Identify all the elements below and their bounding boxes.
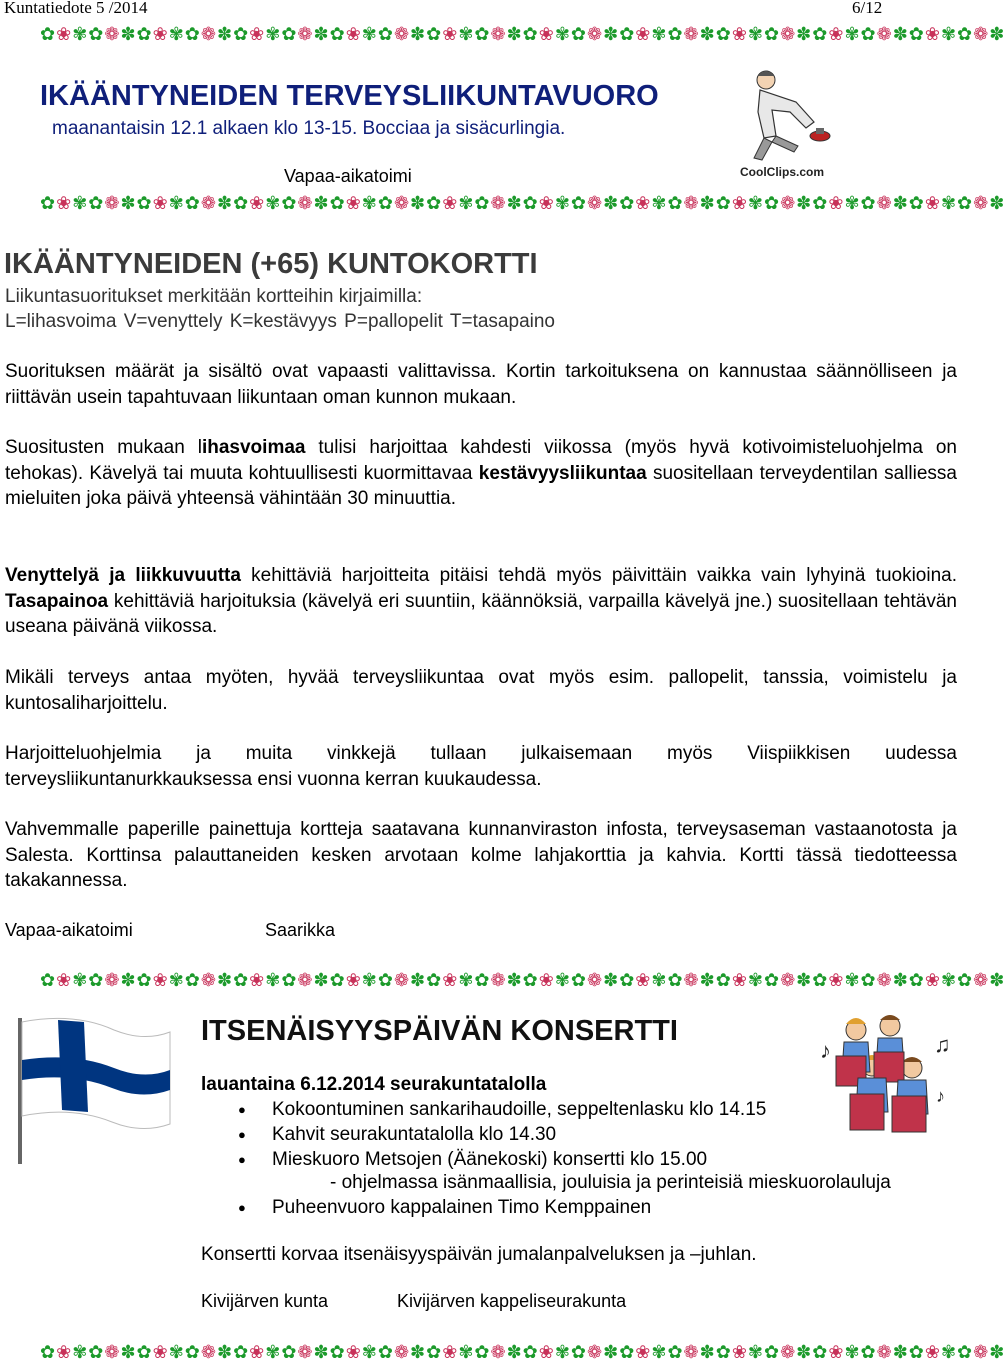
section1-signature: Vapaa-aikatoimi [284, 166, 412, 186]
section3-signature-2: Kivijärven kappeliseurakunta [397, 1291, 627, 1311]
paragraph-strength-endurance: Suositusten mukaan lihasvoimaa tulisi harjoittaa kahdesti viikossa (myös hyvä kotivoimisteluohjelma on tehokas). Kävelyä tai muuta kohtuullisesti kuormittavaa kestävyysliikuntaa suositellaan terveydentilan salliessa mieluiten joka päivä yhteensä vähintään 30 minuuttia. [5, 437, 957, 509]
section2-title: IKÄÄNTYNEIDEN (+65) KUNTOKORTTI [4, 248, 538, 280]
finland-flag [14, 1016, 174, 1166]
concert-program-list-last [238, 1195, 651, 1220]
svg-text:♪: ♪ [936, 1086, 945, 1106]
svg-text:♫: ♫ [934, 1032, 951, 1057]
paragraph-other-activities: Mikäli terveys antaa myöten, hyvää terveysliikuntaa ovat myös esim. pallopelit, tanssia, voimistelu ja kuntosaliharjoittelu. [5, 667, 957, 714]
clipart-caption: CoolClips.com [740, 165, 825, 179]
section2-signature-2: Saarikka [265, 920, 336, 940]
curling-clipart [736, 66, 836, 184]
section1-title: IKÄÄNTYNEIDEN TERVEYSLIIKUNTAVUORO [40, 80, 659, 112]
concert-program-list [238, 1097, 766, 1172]
section2-line2: L=lihasvoima V=venyttely K=kestävyys P=pallopelit T=tasapaino [5, 311, 555, 332]
list-item: ● Kahvit seurakuntatalolla klo 14.30 [238, 1122, 766, 1147]
section2-signature-1: Vapaa-aikatoimi [5, 920, 133, 940]
list-item: ● Kokoontuminen sankarihaudoille, seppeltenlasku klo 14.15 [238, 1097, 766, 1122]
section3-title: ITSENÄISYYSPÄIVÄN KONSERTTI [201, 1015, 678, 1047]
header-left: Kuntatiedote 5 /2014 [4, 0, 148, 17]
paragraph-stretching-balance: Venyttelyä ja liikkuvuutta kehittäviä harjoitteita pitäisi tehdä myös päivittäin vaikka vain lyhyinä tuokioina. Tasapainoa kehittäviä harjoituksia (kävelyä eri suuntiin, käännöksiä, varpailla kävelyä jne.) suositellaan tehtävän useana päivänä viikossa. [5, 565, 957, 637]
concert-date-line: lauantaina 6.12.2014 seurakuntatalolla [201, 1074, 547, 1095]
concert-note: Konsertti korvaa itsenäisyyspäivän jumalanpalveluksen ja –juhlan. [201, 1244, 757, 1265]
list-item: ● Mieskuoro Metsojen (Äänekoski) konsertti klo 15.00 [238, 1147, 766, 1172]
svg-text:♪: ♪ [820, 1038, 831, 1063]
floral-divider: ✿❀✾✿❁✽✿❀✾✿❁✽✿❀✾✿❁✽✿❀✾✿❁✽✿❀✾✿❁✽✿❀✾✿❁✽✿❀✾✿❁✽✿❀✾✿❁✽✿❀✾✿❁✽✿❀✾✿❁✽ [40, 1342, 1005, 1362]
paragraph-card-availability: Vahvemmalle paperille painettuja kortteja saatavana kunnanviraston infosta, terveysaseman vastaanotosta ja Salesta. Korttinsa palauttaneiden kesken arvotaan kolme lahjakorttia ja kahvia. Kortti tässä tiedotteessa takakannessa. [5, 819, 957, 891]
choir-clipart [816, 1012, 956, 1152]
paragraph-card-purpose: Suorituksen määrät ja sisältö ovat vapaasti valittavissa. Kortin tarkoituksena on kannustaa säännölliseen ja riittävän usein tapahtuvaan liikuntaan oman kunnon mukaan. [5, 361, 957, 408]
floral-divider: ✿❀✾✿❁✽✿❀✾✿❁✽✿❀✾✿❁✽✿❀✾✿❁✽✿❀✾✿❁✽✿❀✾✿❁✽✿❀✾✿❁✽✿❀✾✿❁✽✿❀✾✿❁✽✿❀✾✿❁✽ [40, 24, 1005, 44]
concert-subitem: - ohjelmassa isänmaallisia, jouluisia ja perinteisiä mieskuorolauluja [330, 1172, 891, 1193]
paragraph-training-programs: Harjoitteluohjelmia ja muita vinkkejä tullaan julkaisemaan myös Viispiikkisen uudessa terveysliikuntanurkkauksessa ensi vuonna kerran kuukaudessa. [5, 743, 957, 790]
section3-signature-1: Kivijärven kunta [201, 1291, 329, 1311]
section2-line1: Liikuntasuoritukset merkitään kortteihin kirjaimilla: [5, 286, 423, 307]
header-right-page-number: 6/12 [852, 0, 883, 17]
floral-divider: ✿❀✾✿❁✽✿❀✾✿❁✽✿❀✾✿❁✽✿❀✾✿❁✽✿❀✾✿❁✽✿❀✾✿❁✽✿❀✾✿❁✽✿❀✾✿❁✽✿❀✾✿❁✽✿❀✾✿❁✽ [40, 193, 1005, 213]
list-item: ● Puheenvuoro kappalainen Timo Kemppainen [238, 1195, 651, 1220]
section1-subtitle: maanantaisin 12.1 alkaen klo 13-15. Bocciaa ja sisäcurlingia. [52, 118, 566, 139]
floral-divider: ✿❀✾✿❁✽✿❀✾✿❁✽✿❀✾✿❁✽✿❀✾✿❁✽✿❀✾✿❁✽✿❀✾✿❁✽✿❀✾✿❁✽✿❀✾✿❁✽✿❀✾✿❁✽✿❀✾✿❁✽ [40, 970, 1005, 990]
